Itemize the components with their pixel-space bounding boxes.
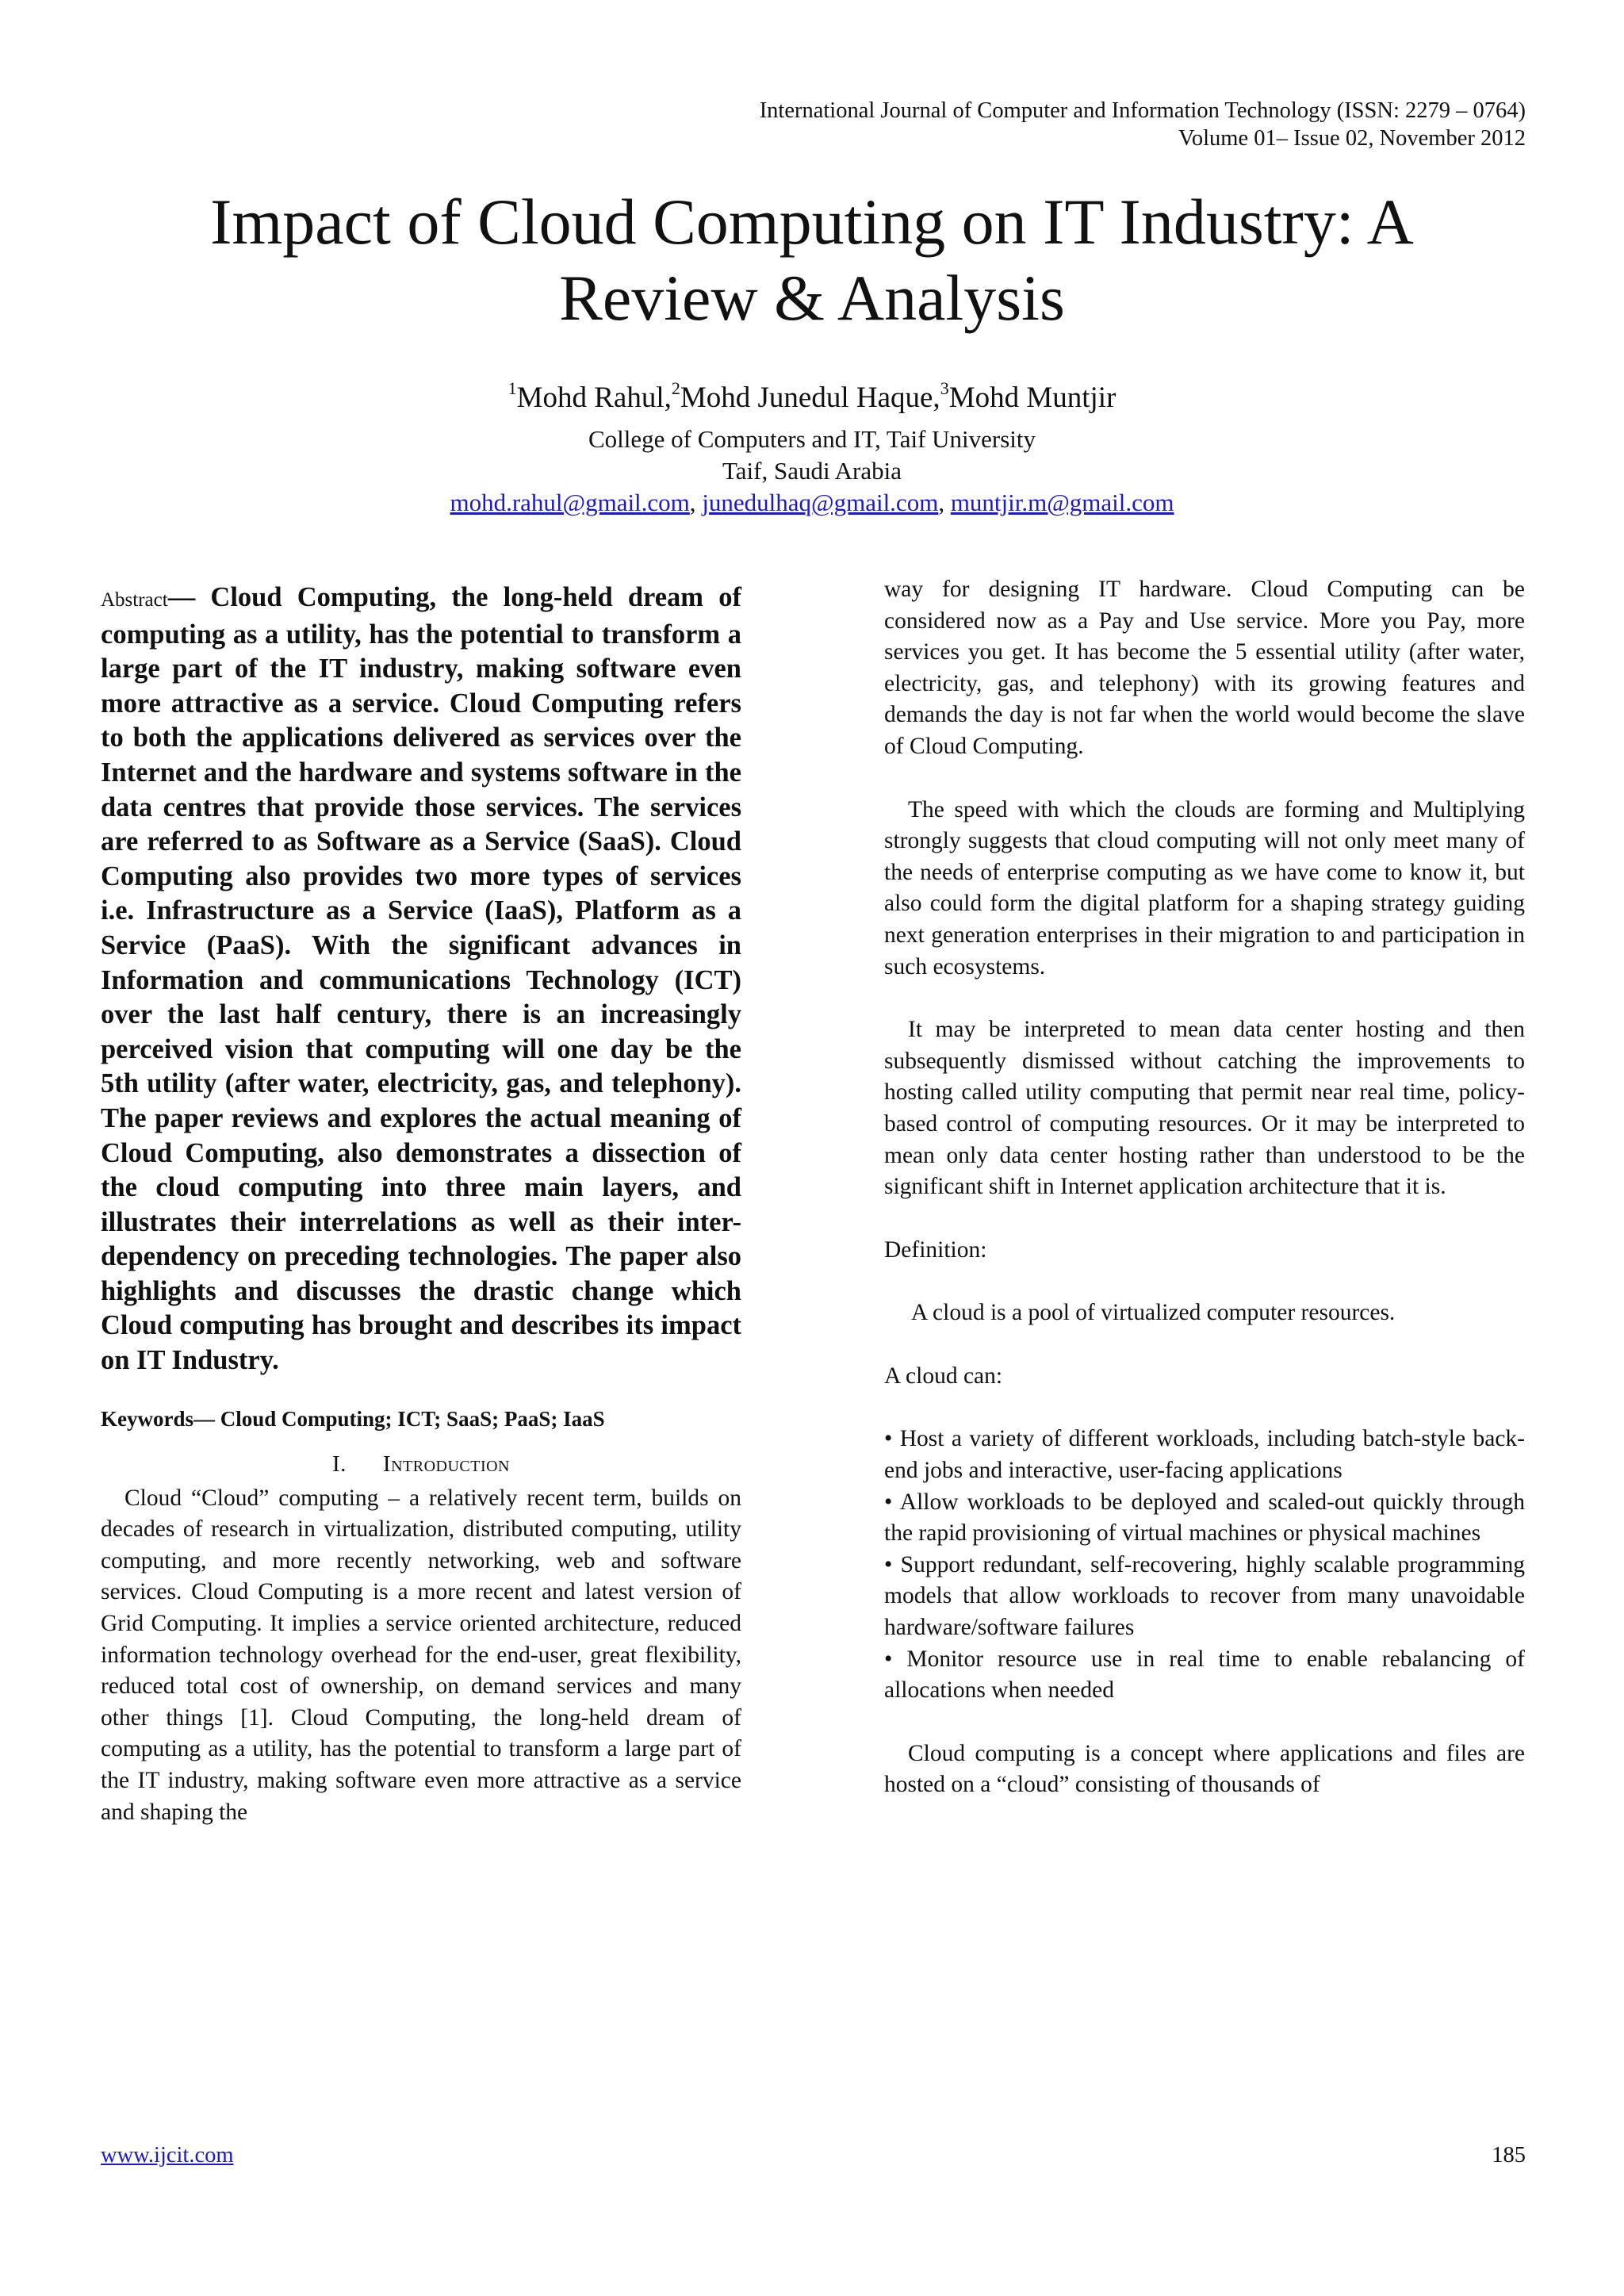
title-line-2: Review & Analysis	[559, 262, 1065, 334]
email-link-3[interactable]: muntjir.m@gmail.com	[950, 489, 1174, 516]
capability-list	[884, 1424, 1525, 1706]
author-3-index: 3	[940, 378, 949, 398]
paper-title	[95, 184, 1529, 336]
author-list	[95, 379, 1529, 417]
author-1-index: 1	[508, 378, 517, 398]
journal-website-link[interactable]: www.ijcit.com	[101, 2143, 234, 2168]
affiliation-location: Taif, Saudi Arabia	[722, 457, 902, 485]
author-3: Mohd Muntjir	[948, 381, 1116, 414]
definition-label: Definition:	[884, 1236, 987, 1263]
intro-paragraph-continued: way for designing IT hardware. Cloud Computing can be considered now as a Pay and Use service. More you Pay, more services you get. It has become the 5 essential utility (after water, electricity, gas, and telephony) with its growing features and demands the day is not far when the world would become the slave of Cloud Computing.	[884, 577, 1525, 759]
section-number: I.	[331, 1451, 347, 1477]
list-item: • Monitor resource use in real time to enable rebalancing of allocations when needed	[884, 1646, 1525, 1704]
list-item: • Allow workloads to be deployed and scaled-out quickly through the rapid provisioning of virtual machines or physical machines	[884, 1489, 1525, 1547]
email-separator: ,	[689, 489, 703, 516]
page-number: 185	[1492, 2143, 1526, 2168]
author-2: Mohd Junedul Haque,	[680, 381, 940, 414]
author-1: Mohd Rahul,	[516, 381, 672, 414]
author-2-index: 2	[671, 378, 680, 398]
list-item: • Support redundant, self-recovering, highly scalable programming models that allow workloads to recover from many unavoidable hardware/software failures	[884, 1551, 1525, 1641]
definition-text: A cloud is a pool of virtualized computer resources.	[911, 1300, 1396, 1326]
abstract-label: Abstract	[101, 589, 168, 611]
right-column	[884, 574, 1525, 1801]
intro-paragraph-2: The speed with which the clouds are forming and Multiplying strongly suggests that cloud computing will not only meet many of the needs of enterprise computing as we have come to know it, but also could form the digital platform for a shaping strategy guiding next generation enterprises in their migration to and participation in such ecosystems.	[884, 796, 1525, 979]
email-separator: ,	[938, 489, 951, 516]
abstract-dash: —	[167, 582, 211, 612]
email-link-1[interactable]: mohd.rahul@gmail.com	[450, 489, 690, 516]
journal-header	[574, 97, 1526, 152]
keywords: Keywords— Cloud Computing; ICT; SaaS; PaaS; IaaS	[101, 1406, 605, 1431]
intro-paragraph-1: Cloud “Cloud” computing – a relatively recent term, builds on decades of research in virtualization, distributed computing, utility computing, and more recently networking, web and software services. Cloud Computing is a more recent and latest version of Grid Computing. It implies a service oriented architecture, reduced information technology overhead for the end-user, great flexibility, reduced total cost of ownership, on demand services and many other things [1]. Cloud Computing, the long-held dream of computing as a utility, has the potential to transform a large part of the IT industry, making software even more attractive as a service and shaping the	[101, 1485, 741, 1825]
intro-paragraph-4: Cloud computing is a concept where applications and files are hosted on a “cloud” consisting of thousands of	[884, 1740, 1525, 1798]
section-heading-introduction	[101, 1448, 741, 1480]
journal-volume: Volume 01– Issue 02, November 2012	[1178, 126, 1526, 151]
intro-paragraph-3: It may be interpreted to mean data center hosting and then subsequently dismissed without catching the improvements to hosting called utility computing that permit near real time, policy-based control of computing resources. Or it may be interpreted to mean only data center hosting rather than understood to be the significant shift in Internet application architecture that it is.	[884, 1017, 1525, 1200]
abstract-text: Cloud Computing, the long-held dream of computing as a utility, has the potential to transform a large part of the IT industry, making software even more attractive as a service. Cloud Computing refers to both the applications delivered as services over the Internet and the hardware and systems software in the data centres that provide those services. The services are referred to as Software as a Service (SaaS). Cloud Computing also provides two more types of services i.e. Infrastructure as a Service (IaaS), Platform as a Service (PaaS). With the significant advances in Information and communications Technology (ICT) over the last half century, there is an increasingly perceived vision that computing will one day be the 5th utility (after water, electricity, gas, and telephony). The paper reviews and explores the actual meaning of Cloud Computing, also demonstrates a dissection of the cloud computing into three main layers, and illustrates their interrelations as well as their inter-dependency on preceding technologies. The paper also highlights and discusses the drastic change which Cloud computing has brought and describes its impact on IT Industry.	[101, 582, 741, 1376]
left-column	[101, 581, 741, 1828]
list-item: • Host a variety of different workloads, including batch-style back-end jobs and interactive, user-facing applications	[884, 1426, 1525, 1484]
journal-name: International Journal of Computer and Information Technology (ISSN: 2279 – 0764)	[759, 98, 1526, 123]
affiliation-college: College of Computers and IT, Taif University	[588, 425, 1036, 453]
cloud-can-label: A cloud can:	[884, 1363, 1003, 1389]
title-line-1: Impact of Cloud Computing on IT Industry: A	[210, 186, 1414, 258]
author-emails	[95, 487, 1529, 519]
section-title: Introduction	[382, 1451, 510, 1477]
abstract	[101, 581, 741, 1378]
email-link-2[interactable]: junedulhaq@gmail.com	[702, 489, 939, 516]
